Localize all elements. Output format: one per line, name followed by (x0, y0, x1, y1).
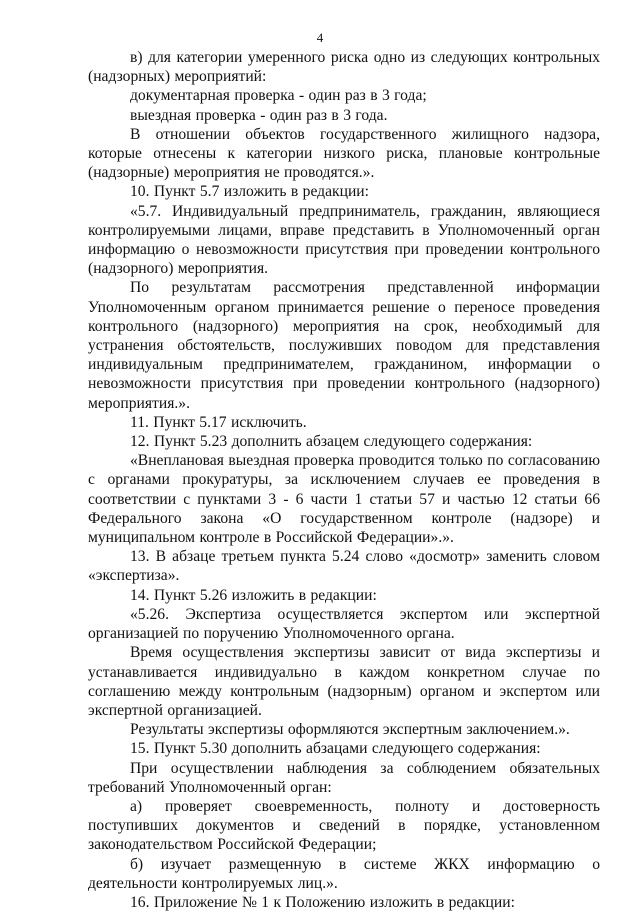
paragraph-observation: При осуществлении наблюдения за соблюдением обязательных требований Уполномоченный орган: (88, 759, 600, 796)
paragraph-field-check: выездная проверка - один раз в 3 года. (130, 106, 388, 124)
paragraph-low-risk-objects: В отношении объектов государственного жилищного надзора, которые отнесены к категории низкого риска, плановые контрольные (надзорные) мероприятия не проводятся.». (88, 125, 600, 182)
paragraph-item-12: 12. Пункт 5.23 дополнить абзацем следующего содержания: (130, 433, 533, 451)
paragraph-expertise-results: Результаты экспертизы оформляются экспертным заключением.». (130, 721, 570, 739)
paragraph-clause-5-7: «5.7. Индивидуальный предприниматель, гражданин, являющиеся контролируемыми лицами, вправе представить в Уполномоченный орган информацию о невозможности присутствия при проведении контрольного (надзорного) мероприятия. (88, 202, 600, 278)
paragraph-item-10: 10. Пункт 5.7 изложить в редакции: (130, 183, 369, 201)
paragraph-category-moderate-risk: в) для категории умеренного риска одно из следующих контрольных (надзорных) мероприятий: (88, 49, 600, 86)
paragraph-sub-b: б) изучает размещенную в системе ЖКХ информацию о деятельности контролируемых лиц.». (88, 855, 600, 892)
page-number: 4 (316, 30, 324, 45)
paragraph-item-15: 15. Пункт 5.30 дополнить абзацами следующего содержания: (130, 740, 541, 758)
paragraph-item-16: 16. Приложение № 1 к Положению изложить в редакции: (130, 893, 515, 911)
paragraph-item-11: 11. Пункт 5.17 исключить. (130, 413, 307, 431)
paragraph-unscheduled-inspection: «Внеплановая выездная проверка проводится только по согласованию с органами прокуратуры, за исключением случаев ее проведения в соответствии с пунктами 3 - 6 части 1 статьи 57 и частью 12 статьи 66 Федерального закона «О государственном контроле (надзоре) и муниципальном контроле в Российской Федерации».». (88, 452, 600, 547)
paragraph-expertise-duration: Время осуществления экспертизы зависит от вида экспертизы и устанавливается индивидуально в каждом конкретном случае по соглашению между контрольным (надзорным) органом и экспертом или экспертной организацией. (88, 644, 600, 719)
paragraph-sub-a: а) проверяет своевременность, полноту и достоверность поступивших документов и сведений в порядке, установленном законодательством Российской Федерации; (88, 797, 600, 854)
paragraph-documentary-check: документарная проверка - один раз в 3 года; (130, 87, 427, 105)
paragraph-item-14: 14. Пункт 5.26 изложить в редакции: (130, 586, 377, 604)
paragraph-clause-5-26: «5.26. Экспертиза осуществляется экспертом или экспертной организацией по поручению Уполномоченного органа. (88, 605, 600, 643)
paragraph-postponement-decision: По результатам рассмотрения представленной информации Уполномоченным органом принимается решение о переносе проведения контрольного (надзорного) мероприятия на срок, необходимый для устранения обстоятельств, послуживших поводом для представления индивидуальным предпринимателем, гражданином, информации о невозможности присутствия при проведении контрольного (надзорного) мероприятия.». (88, 279, 600, 412)
paragraph-item-13: 13. В абзаце третьем пункта 5.24 слово «досмотр» заменить словом «экспертиза». (88, 548, 600, 585)
